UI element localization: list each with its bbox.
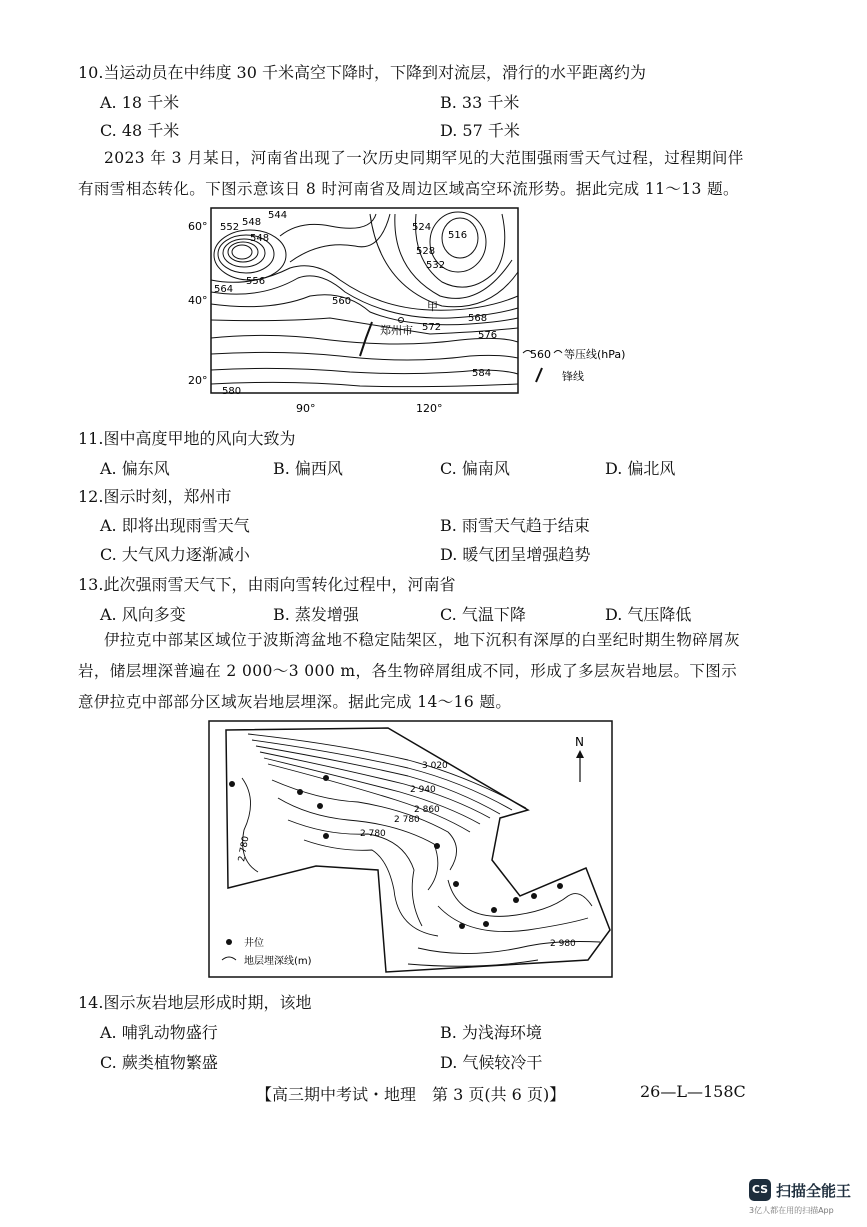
watermark-tagline: 3亿人都在用的扫描App <box>749 1206 834 1215</box>
q12-option-d[interactable]: D. 暖气团呈增强趋势 <box>440 545 591 564</box>
depth-label: 2 780 <box>237 835 252 863</box>
q11-option-d[interactable]: D. 偏北风 <box>605 459 676 478</box>
q10-option-b[interactable]: B. 33 千米 <box>440 93 520 112</box>
q14-option-a[interactable]: A. 哺乳动物盛行 <box>100 1023 218 1042</box>
q11-option-b[interactable]: B. 偏西风 <box>273 459 343 478</box>
well-marker <box>229 781 235 787</box>
contour-label: 568 <box>468 313 488 324</box>
lon-label-90: 90° <box>296 402 316 415</box>
q10-option-a[interactable]: A. 18 千米 <box>100 93 180 112</box>
question-10-stem: 10.当运动员在中纬度 30 千米高空下降时，下降到对流层，滑行的水平距离约为 <box>78 63 646 82</box>
contour-label: 532 <box>426 260 446 271</box>
depth-label: 2 860 <box>414 805 440 815</box>
q12-option-a[interactable]: A. 即将出现雨雪天气 <box>100 516 250 535</box>
legend-depth-label: 地层埋深线(m) <box>244 956 312 967</box>
circulation-map <box>180 200 650 415</box>
well-marker <box>459 923 465 929</box>
lat-label-60: 60° <box>188 220 208 233</box>
legend-isobar-label: 等压线(hPa) <box>564 348 626 361</box>
contour-label: 556 <box>246 276 266 287</box>
contour-label: 548 <box>250 233 270 244</box>
question-12-stem: 12.图示时刻，郑州市 <box>78 487 232 506</box>
well-marker <box>297 789 303 795</box>
q13-option-c[interactable]: C. 气温下降 <box>440 605 526 624</box>
contour-label: 524 <box>412 222 432 233</box>
intro-paragraph-14-16: 伊拉克中部某区域位于波斯湾盆地不稳定陆架区，地下沉积有深厚的白垩纪时期生物碎屑灰岩，储层埋深普遍在 2 000～3 000 m，各生物碎屑组成不同，形成了多层灰岩地层。下图示意伊拉克中部部分区域灰岩地层埋深。据此完成 14～16 题。 <box>78 631 741 711</box>
legend-well-label: 井位 <box>244 938 264 949</box>
q10-option-c[interactable]: C. 48 千米 <box>100 121 180 140</box>
depth-label: 2 940 <box>410 785 436 795</box>
q12-option-b[interactable]: B. 雨雪天气趋于结束 <box>440 516 590 535</box>
question-14-stem: 14.图示灰岩地层形成时期，该地 <box>78 993 312 1012</box>
lat-label-20: 20° <box>188 374 208 387</box>
q14-option-d[interactable]: D. 气候较冷干 <box>440 1053 543 1072</box>
well-marker <box>483 921 489 927</box>
lon-label-120: 120° <box>416 402 443 415</box>
q13-option-b[interactable]: B. 蒸发增强 <box>273 605 359 624</box>
well-marker <box>323 833 329 839</box>
q12-option-c[interactable]: C. 大气风力逐渐减小 <box>100 545 250 564</box>
question-13-stem: 13.此次强雨雪天气下，由雨向雪转化过程中，河南省 <box>78 575 456 594</box>
contour-label: 572 <box>422 322 442 333</box>
intro-paragraph-11-13: 2023 年 3 月某日，河南省出现了一次历史同期罕见的大范围强雨雪天气过程，过程期间伴有雨雪相态转化。下图示意该日 8 时河南省及周边区域高空环流形势。据此完成 11～13 题。 <box>78 149 744 198</box>
city-label-zhengzhou: 郑州市 <box>380 324 413 337</box>
well-marker <box>491 907 497 913</box>
depth-label: 2 780 <box>360 829 386 839</box>
q11-option-c[interactable]: C. 偏南风 <box>440 459 510 478</box>
contour-label: 548 <box>242 217 262 228</box>
page-footer-code: 26—L—158C <box>640 1082 746 1101</box>
lat-label-40: 40° <box>188 294 208 307</box>
well-marker <box>453 881 459 887</box>
well-marker <box>317 803 323 809</box>
q13-option-d[interactable]: D. 气压降低 <box>605 605 692 624</box>
well-marker <box>434 843 440 849</box>
q14-option-b[interactable]: B. 为浅海环境 <box>440 1023 542 1042</box>
contour-label: 516 <box>448 230 468 241</box>
depth-label: 3 020 <box>422 761 448 771</box>
well-marker <box>531 893 537 899</box>
legend-isobar-value: 560 <box>530 348 551 361</box>
contour-label: 528 <box>416 246 436 257</box>
contour-label: 580 <box>222 386 242 397</box>
page-footer-title: 【高三期中考试・地理 第 3 页(共 6 页)】 <box>256 1085 566 1104</box>
q13-option-a[interactable]: A. 风向多变 <box>100 605 186 624</box>
question-11-stem: 11.图中高度甲地的风向大致为 <box>78 429 296 448</box>
north-label: N <box>575 735 584 749</box>
camscanner-logo-icon: CS <box>749 1179 771 1201</box>
well-marker <box>557 883 563 889</box>
well-marker <box>513 897 519 903</box>
contour-label: 584 <box>472 368 492 379</box>
q14-option-c[interactable]: C. 蕨类植物繁盛 <box>100 1053 218 1072</box>
point-jia-label: 甲 <box>427 300 438 313</box>
contour-label: 544 <box>268 210 288 221</box>
legend-front-label: 锋线 <box>562 370 584 383</box>
contour-label: 560 <box>332 296 352 307</box>
contour-label: 552 <box>220 222 240 233</box>
contour-label: 576 <box>478 330 498 341</box>
contour-label: 564 <box>214 284 234 295</box>
well-marker <box>323 775 329 781</box>
depth-label: 2 980 <box>550 939 576 949</box>
burial-depth-map <box>208 720 613 980</box>
depth-label: 2 780 <box>394 815 420 825</box>
q10-option-d[interactable]: D. 57 千米 <box>440 121 520 140</box>
watermark-app-name: 扫描全能王 <box>776 1182 852 1200</box>
q11-option-a[interactable]: A. 偏东风 <box>100 459 170 478</box>
